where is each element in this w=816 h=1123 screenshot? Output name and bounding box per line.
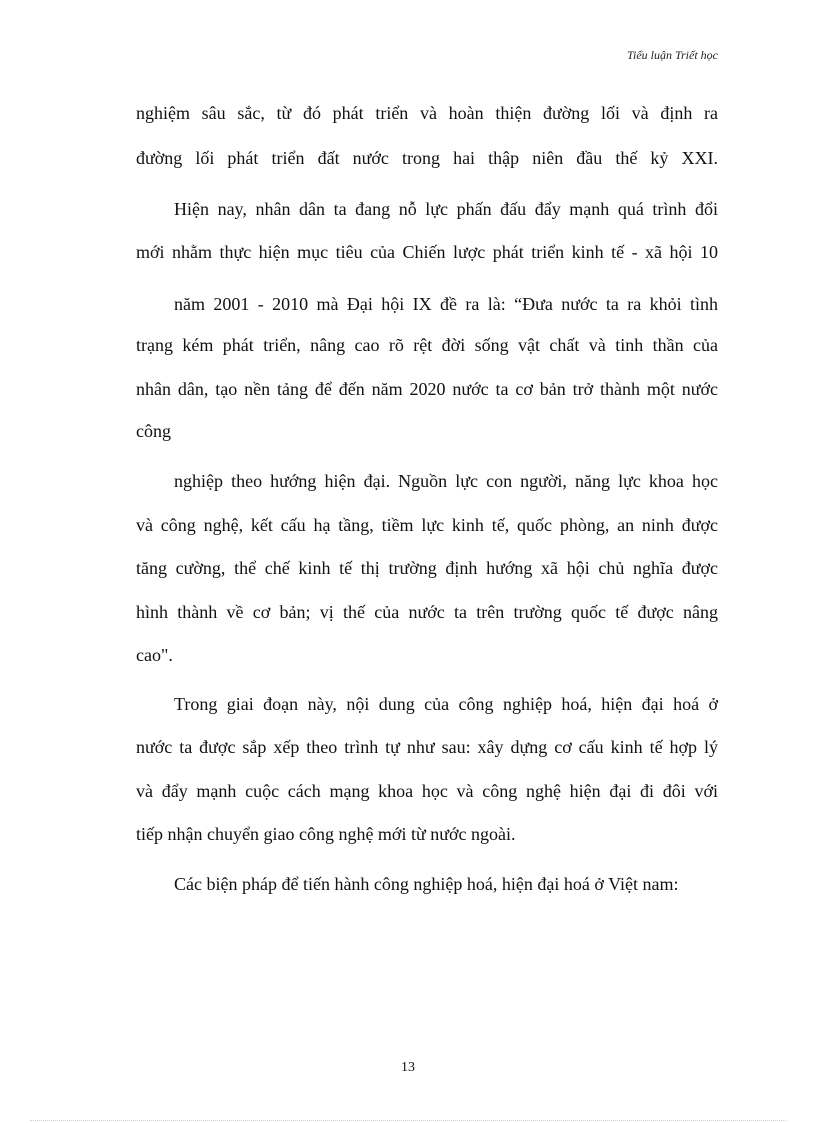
paragraph-start-line: Các biện pháp để tiến hành công nghiệp hoá, hiện đại hoá ở Việt nam: xyxy=(174,874,679,894)
body-line: trạng kém phát triển, nâng cao rõ rệt đời sống vật chất và tinh thần của xyxy=(136,335,718,355)
body-line: cao". xyxy=(136,645,173,665)
body-line: mới nhằm thực hiện mục tiêu của Chiến lược phát triển kinh tế - xã hội 10 xyxy=(136,242,718,262)
body-line: nghiệp theo hướng hiện đại. Nguồn lực con người, năng lực khoa học xyxy=(174,471,718,491)
body-line: tiếp nhận chuyển giao công nghệ mới từ nước ngoài. xyxy=(136,824,516,844)
body-line: nghiệm sâu sắc, từ đó phát triển và hoàn thiện đường lối và định ra xyxy=(136,103,718,123)
body-line: hình thành về cơ bản; vị thế của nước ta trên trường quốc tế được nâng xyxy=(136,602,718,622)
body-line: năm 2001 - 2010 mà Đại hội IX đề ra là: “Đưa nước ta ra khỏi tình xyxy=(174,294,718,314)
body-line: công xyxy=(136,421,171,441)
body-line: và công nghệ, kết cấu hạ tầng, tiềm lực kinh tế, quốc phòng, an ninh được xyxy=(136,515,718,535)
body-line: tăng cường, thể chế kinh tế thị trường định hướng xã hội chủ nghĩa được xyxy=(136,558,718,578)
page-number: 13 xyxy=(401,1060,415,1075)
footer-divider xyxy=(30,1120,786,1121)
body-line: và đẩy mạnh cuộc cách mạng khoa học và công nghệ hiện đại đi đôi với xyxy=(136,781,718,801)
body-line: nhân dân, tạo nền tảng để đến năm 2020 nước ta cơ bản trở thành một nước xyxy=(136,379,718,399)
running-header: Tiểu luận Triết học xyxy=(626,48,718,62)
paragraph-start-line: Hiện nay, nhân dân ta đang nỗ lực phấn đấu đẩy mạnh quá trình đổi xyxy=(174,199,718,219)
paragraph-start-line: Trong giai đoạn này, nội dung của công nghiệp hoá, hiện đại hoá ở xyxy=(174,694,718,714)
body-line: nước ta được sắp xếp theo trình tự như sau: xây dựng cơ cấu kinh tế hợp lý xyxy=(136,737,718,757)
body-line: đường lối phát triển đất nước trong hai thập niên đầu thế kỷ XXI. xyxy=(136,148,718,168)
